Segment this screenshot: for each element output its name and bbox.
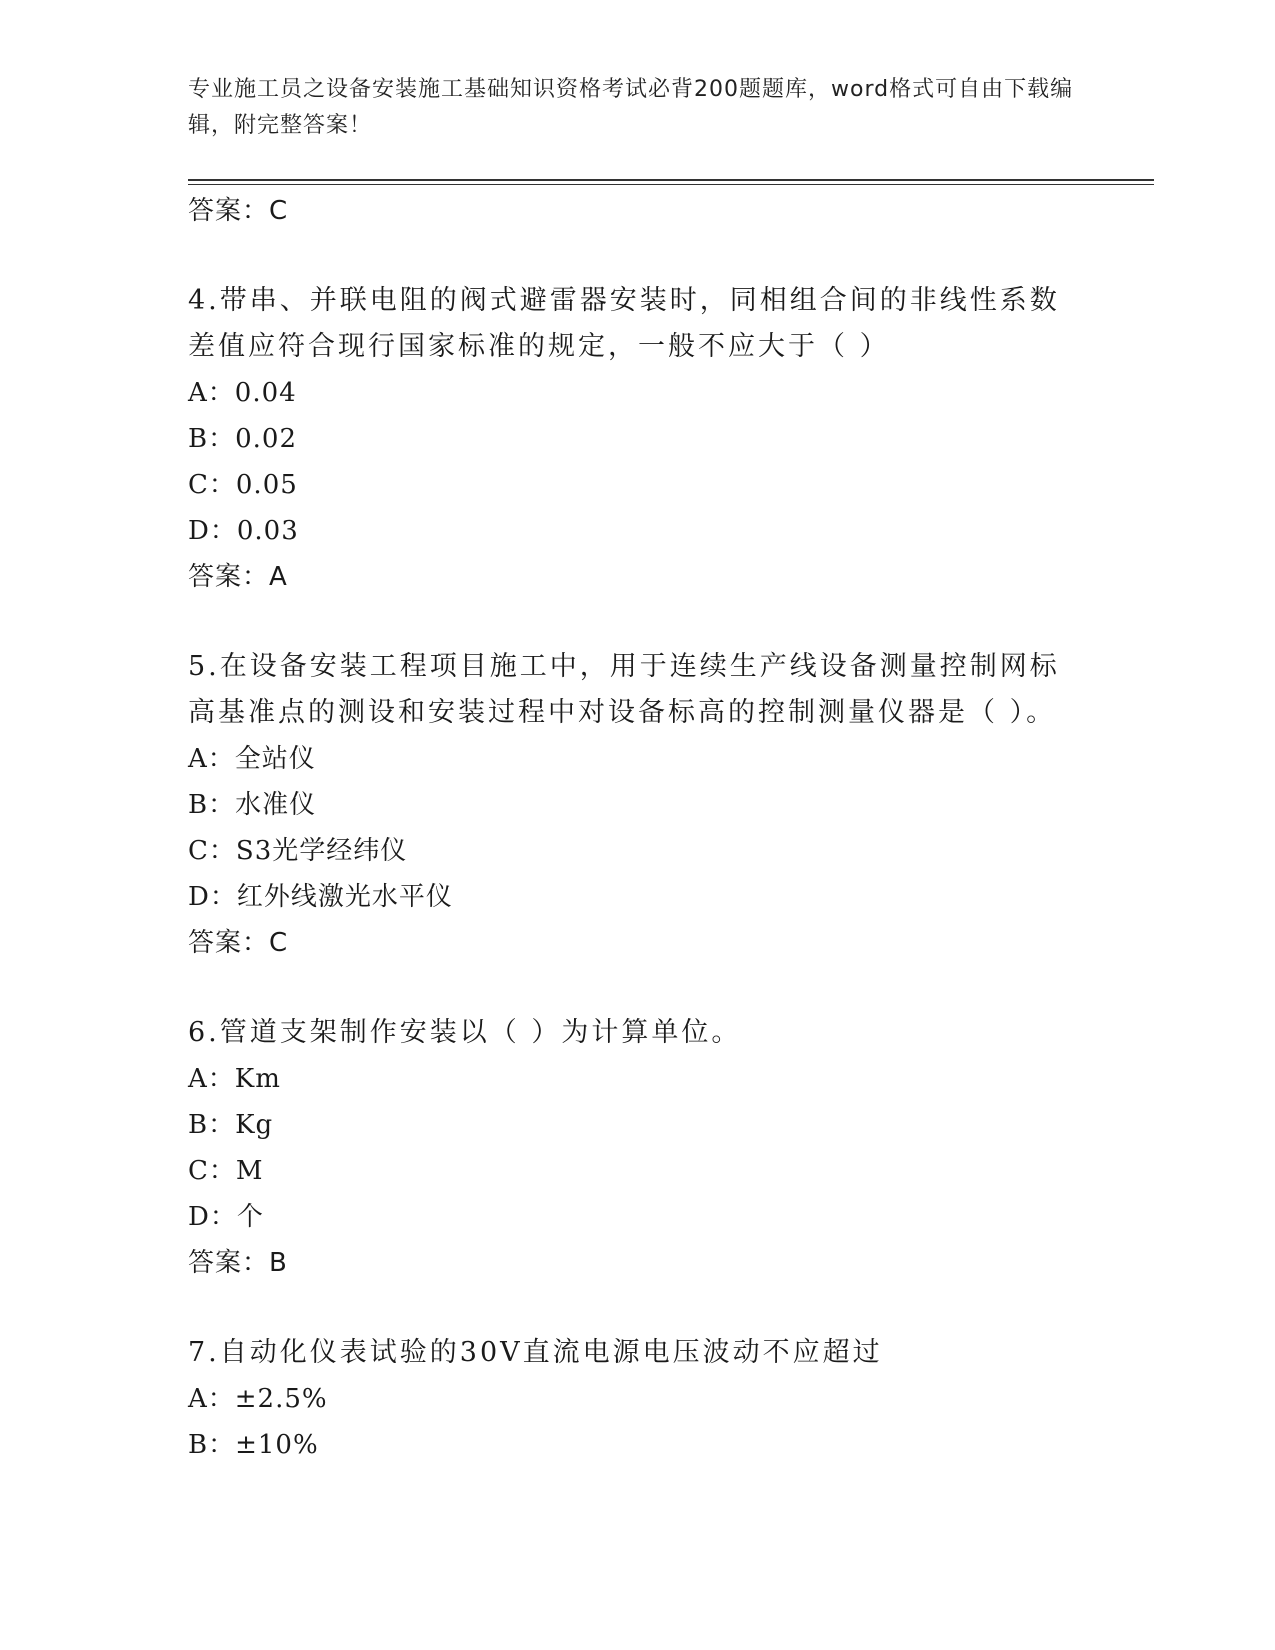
option-d: D：个 <box>188 1202 264 1232</box>
answer-line: 答案：A <box>188 562 288 592</box>
option-c: C：M <box>188 1156 264 1186</box>
question-7 <box>188 1330 1068 1468</box>
header-divider-thin <box>188 184 1154 185</box>
question-stem: 5.在设备安装工程项目施工中，用于连续生产线设备测量控制网标高基准点的测设和安装过程中对设备标高的控制测量仪器是（ ）。 <box>188 651 1060 728</box>
answer-line: 答案：B <box>188 1248 288 1278</box>
option-b: B：Kg <box>188 1110 274 1140</box>
option-a: A：±2.5% <box>188 1384 328 1414</box>
option-a: A：Km <box>188 1064 281 1094</box>
answer-line: 答案：C <box>188 928 289 958</box>
option-d: D：0.03 <box>188 516 299 546</box>
option-b: B：0.02 <box>188 424 297 454</box>
question-5 <box>188 644 1068 966</box>
question-stem: 7.自动化仪表试验的30V直流电源电压波动不应超过 <box>188 1337 883 1368</box>
question-stem: 4.带串、并联电阻的阀式避雷器安装时，同相组合间的非线性系数差值应符合现行国家标准的规定，一般不应大于（ ） <box>188 285 1060 362</box>
option-d: D：红外线激光水平仪 <box>188 882 453 912</box>
option-c: C：S3光学经纬仪 <box>188 836 408 866</box>
option-c: C：0.05 <box>188 470 298 500</box>
option-b: B：±10% <box>188 1430 319 1460</box>
page-header-text: 专业施工员之设备安装施工基础知识资格考试必背200题题库，word格式可自由下载编辑，附完整答案！ <box>188 77 1074 138</box>
header-divider <box>188 179 1154 181</box>
option-a: A：全站仪 <box>188 744 316 774</box>
answer-line: 答案：C <box>188 196 289 226</box>
question-list <box>188 188 1068 1468</box>
question-6 <box>188 1010 1068 1286</box>
option-a: A：0.04 <box>188 378 297 408</box>
option-b: B：水准仪 <box>188 790 317 820</box>
question-stem: 6.管道支架制作安装以（ ）为计算单位。 <box>188 1017 742 1048</box>
question-4 <box>188 278 1068 600</box>
